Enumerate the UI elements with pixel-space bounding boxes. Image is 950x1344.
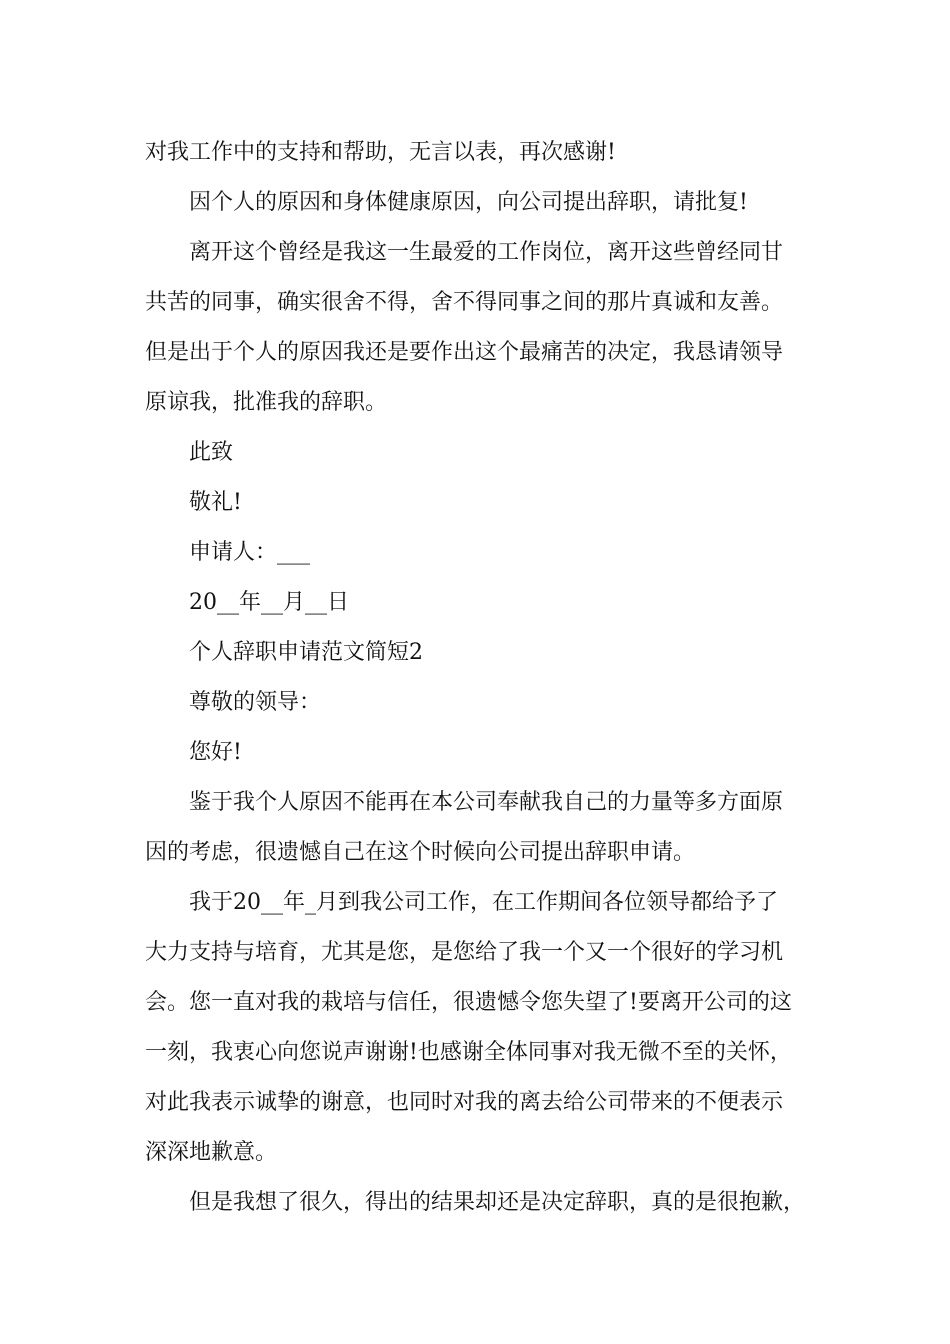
text-line: 大力支持与培育，尤其是您，是您给了我一个又一个很好的学习机 <box>145 940 784 965</box>
applicant-field: 申请人：___ <box>189 540 311 565</box>
text-line: 会。您一直对我的栽培与信任，很遗憾令您失望了!要离开公司的这 <box>145 990 792 1015</box>
text-line: 离开这个曾经是我这一生最爱的工作岗位，离开这些曾经同甘 <box>189 240 784 265</box>
text-line: 对我工作中的支持和帮助，无言以表，再次感谢! <box>145 140 616 165</box>
text-line: 原谅我，批准我的辞职。 <box>145 390 388 415</box>
closing-salutation: 此致 <box>189 440 234 465</box>
text-line: 因个人的原因和身体健康原因，向公司提出辞职，请批复! <box>189 190 748 215</box>
greeting-line: 尊敬的领导： <box>189 690 322 715</box>
text-line: 但是出于个人的原因我还是要作出这个最痛苦的决定，我恳请领导 <box>145 340 784 365</box>
text-line: 因的考虑，很遗憾自己在这个时候向公司提出辞职申请。 <box>145 840 696 865</box>
text-line: 深深地歉意。 <box>145 1140 278 1165</box>
document-body <box>145 128 825 1228</box>
text-line: 我于20__年_月到我公司工作，在工作期间各位领导都给予了 <box>189 890 778 915</box>
text-line: 一刻，我衷心向您说声谢谢!也感谢全体同事对我无微不至的关怀， <box>145 1040 792 1065</box>
text-line: 但是我想了很久，得出的结果却还是决定辞职，真的是很抱歉， <box>189 1190 806 1215</box>
greeting-hello: 您好! <box>189 740 242 765</box>
text-line: 共苦的同事，确实很舍不得，舍不得同事之间的那片真诚和友善。 <box>145 290 784 315</box>
closing-regards: 敬礼! <box>189 490 242 515</box>
text-line: 鉴于我个人原因不能再在本公司奉献我自己的力量等多方面原 <box>189 790 784 815</box>
date-field: 20__年__月__日 <box>189 590 349 615</box>
section-title: 个人辞职申请范文简短2 <box>189 640 423 665</box>
text-line: 对此我表示诚挚的谢意，也同时对我的离去给公司带来的不便表示 <box>145 1090 784 1115</box>
